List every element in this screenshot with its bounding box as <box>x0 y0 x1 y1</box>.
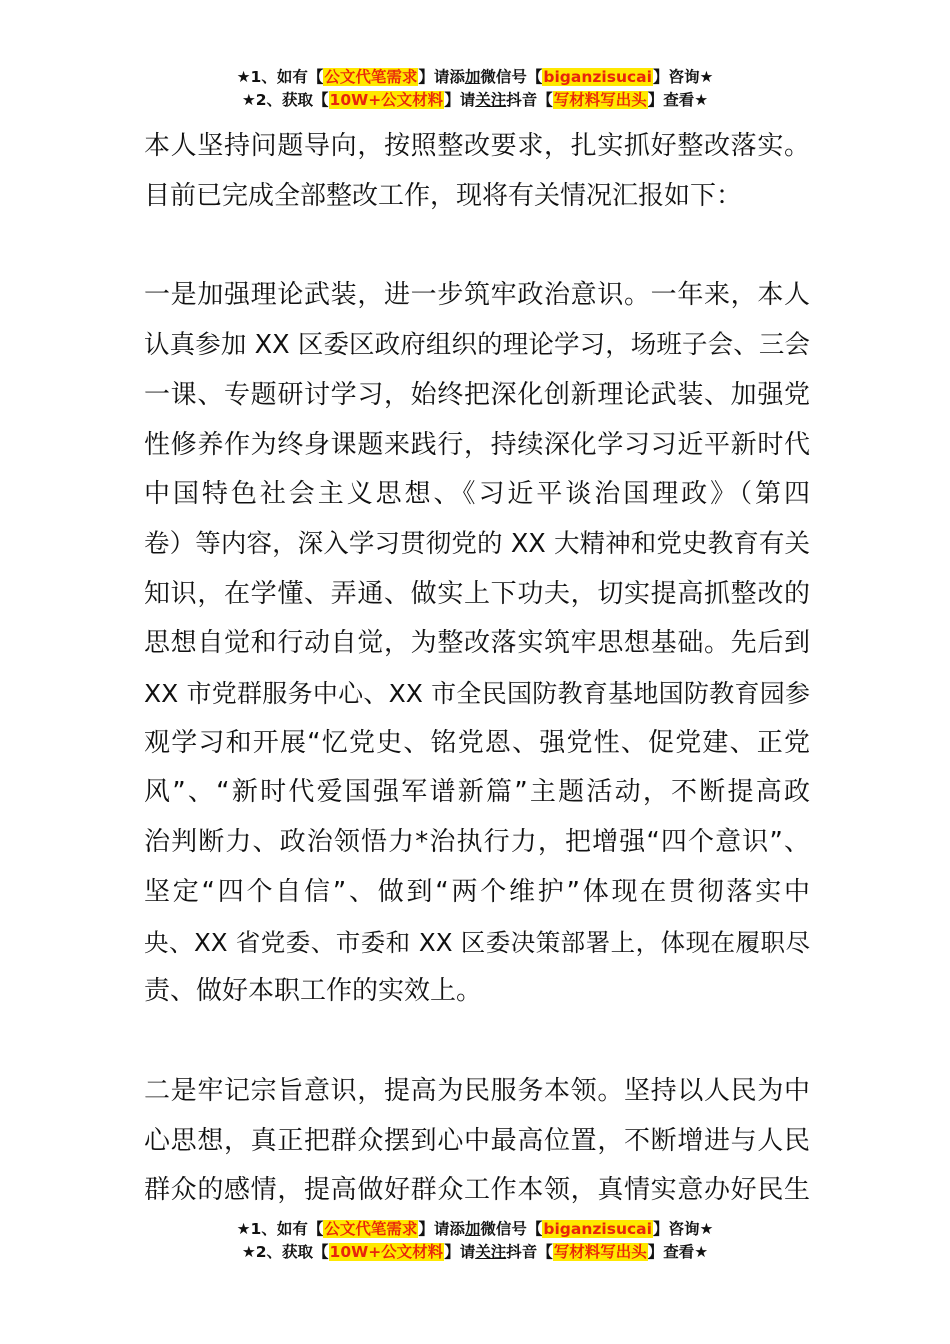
banner-text: 】查看★ <box>647 1243 709 1261</box>
text-line: 中国特色社会主义思想、《习近平谈治国理政》（第四 <box>144 479 810 510</box>
text-line: 思想自觉和行动自觉，为整改落实筑牢思想基础。先后到 <box>144 628 810 659</box>
underlined-text: 加 <box>464 1220 481 1238</box>
banner-text: ★1、如有【 <box>236 1220 324 1238</box>
banner-text: 】请添 <box>418 68 465 86</box>
text-line: 心思想，真正把群众摆到心中最高位置，不断增进与人民 <box>144 1125 810 1156</box>
banner-text: ★1、如有【 <box>236 68 324 86</box>
banner-text: 】查看★ <box>647 91 709 109</box>
banner-text: ★2、获取【 <box>241 91 329 109</box>
banner-text: 】咨询★ <box>652 1220 714 1238</box>
text-line: 央、XX 省党委、市委和 XX 区委决策部署上，体现在履职尽 <box>144 927 810 957</box>
banner-line-2 <box>0 89 950 112</box>
text-line: 本人坚持问题导向，按照整改要求，扎实抓好整改落实。 <box>144 131 810 161</box>
highlight-service: 公文代笔需求 <box>324 68 418 86</box>
text-line: 坚定“四个自信”、做到“两个维护”体现在贯彻落实中 <box>144 876 810 907</box>
document-body <box>144 122 810 1216</box>
banner-text: 微信号【 <box>480 68 543 86</box>
text-line: XX 市党群服务中心、XX 市全民国防教育基地国防教育园参 <box>144 679 810 709</box>
underlined-text: 关注 <box>475 91 507 109</box>
banner-text: 抖音【 <box>506 91 553 109</box>
text-line: 责、做好本职工作的实效上。 <box>144 976 483 1007</box>
banner-text: 】咨询★ <box>652 68 714 86</box>
text-line: 治判断力、政治领悟力*治执行力，把增强“四个意识”、 <box>144 827 810 858</box>
banner-text: ★2、获取【 <box>241 1243 329 1261</box>
banner-text: 抖音【 <box>506 1243 553 1261</box>
text-line: 一课、专题研讨学习，始终把深化创新理论武装、加强党 <box>144 379 810 410</box>
underlined-text: 加 <box>464 68 481 86</box>
text-line: 观学习和开展“忆党史、铭党恩、强党性、促党建、正党 <box>144 727 810 758</box>
text-line: 知识，在学懂、弄通、做实上下功夫，切实提高抓整改的 <box>144 578 810 609</box>
highlight-service: 公文代笔需求 <box>324 1220 418 1238</box>
highlight-wechat-id: biganzisucai <box>543 68 652 86</box>
paragraph-theory-study <box>144 271 810 1017</box>
promo-banner-top <box>0 66 950 112</box>
text-line: 认真参加 XX 区委区政府组织的理论学习，场班子会、三会 <box>144 330 810 361</box>
banner-text: 微信号【 <box>480 1220 543 1238</box>
banner-line-1 <box>0 66 950 89</box>
paragraph-service-mindset <box>144 1067 810 1216</box>
banner-text: 】请 <box>444 1243 476 1261</box>
banner-text: 】请添 <box>418 1220 465 1238</box>
text-line: 二是牢记宗旨意识，提高为民服务本领。坚持以人民为中 <box>144 1075 810 1106</box>
text-line: 目前已完成全部整改工作，现将有关情况汇报如下： <box>144 180 743 211</box>
highlight-materials: 10W+公文材料 <box>329 91 444 109</box>
highlight-douyin-id: 写材料写出头 <box>553 1243 647 1261</box>
text-line: 性修养作为终身课题来践行，持续深化学习习近平新时代 <box>144 429 810 460</box>
banner-text: 】请 <box>444 91 476 109</box>
promo-banner-bottom <box>0 1218 950 1264</box>
text-line: 一是加强理论武装，进一步筑牢政治意识。一年来，本人 <box>144 280 810 311</box>
intro-paragraph <box>144 122 810 221</box>
text-line: 风”、“新时代爱国强军谱新篇”主题活动，不断提高政 <box>144 777 810 808</box>
text-line: 群众的感情，提高做好群众工作本领，真情实意办好民生 <box>144 1175 810 1206</box>
banner-line-1 <box>0 1218 950 1241</box>
banner-line-2 <box>0 1241 950 1264</box>
highlight-materials: 10W+公文材料 <box>329 1243 444 1261</box>
highlight-wechat-id: biganzisucai <box>543 1220 652 1238</box>
underlined-text: 关注 <box>475 1243 507 1261</box>
highlight-douyin-id: 写材料写出头 <box>553 91 647 109</box>
text-line: 卷）等内容，深入学习贯彻党的 XX 大精神和党史教育有关 <box>144 528 810 559</box>
